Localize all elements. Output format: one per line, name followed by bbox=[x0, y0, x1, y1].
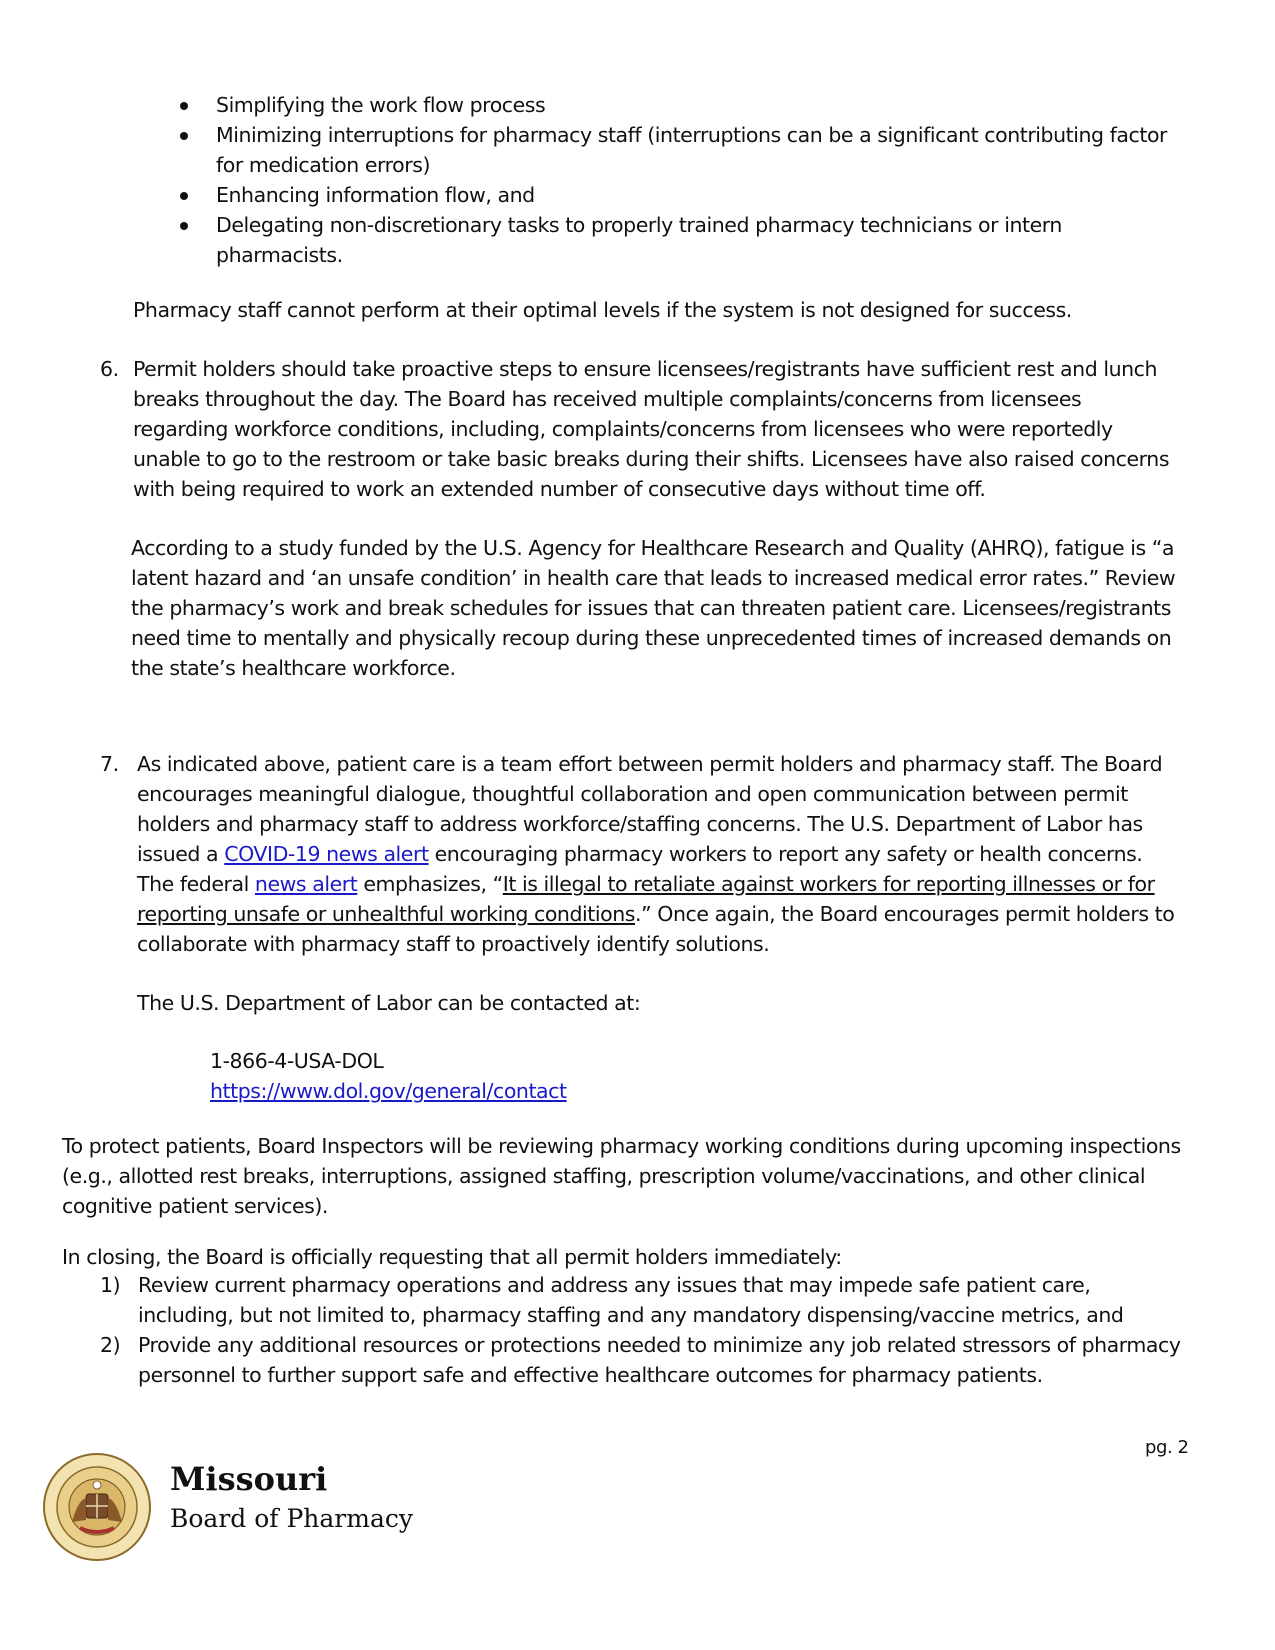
news-alert-link[interactable]: news alert bbox=[254, 872, 358, 896]
numbered-item-6 bbox=[100, 354, 1180, 683]
dol-phone: 1-866-4-USA-DOL bbox=[210, 1049, 384, 1073]
item-number: 7. bbox=[100, 752, 119, 776]
closing-section bbox=[62, 1242, 1192, 1387]
bullet-list bbox=[176, 90, 1176, 270]
list-number: 1) bbox=[100, 1273, 121, 1297]
missouri-state-seal-icon bbox=[42, 1452, 152, 1562]
brand-subtitle: Board of Pharmacy bbox=[170, 1504, 413, 1533]
covid-news-alert-link[interactable]: COVID-19 news alert bbox=[224, 842, 429, 866]
list-item: Delegating non-discretionary tasks to properly trained pharmacy technicians or intern pharmacists. bbox=[176, 210, 1176, 270]
list-item: Enhancing information flow, and bbox=[176, 180, 1176, 210]
closing-list bbox=[100, 1270, 1190, 1390]
item7-paragraph: As indicated above, patient care is a team effort between permit holders and pharmacy staff. The Board encourages meaningful dialogue, thoughtful collaboration and open communication between permit holders and pharmacy staff to address workforce/staffing concerns. The U.S. Department of Labor has issued a COVID-19 news alert encouraging pharmacy workers to report any safety or health concerns. The federal news alert emphasizes, “It is illegal to retaliate against workers for reporting illnesses or for reporting unsafe or unhealthful working conditions.” Once again, the Board encourages permit holders to collaborate with pharmacy staff to proactively identify solutions. bbox=[137, 752, 1175, 956]
list-item: 2) Provide any additional resources or protections needed to minimize any job related stressors of pharmacy personnel to further support safe and effective healthcare outcomes for pharmacy patients. bbox=[100, 1330, 1190, 1390]
page-number: pg. 2 bbox=[1145, 1437, 1189, 1458]
item6-paragraph-2: According to a study funded by the U.S. Agency for Healthcare Research and Quality (AHRQ), fatigue is “a latent hazard and ‘an unsafe condition’ in health care that leads to increased medical error rates.” Review the pharmacy’s work and break schedules for issues that can threaten patient care. Licensees/registrants need time to mentally and physically recoup during these unprecedented times of increased demands on the state’s healthcare workforce. bbox=[131, 536, 1176, 680]
bullet-summary: Pharmacy staff cannot perform at their optimal levels if the system is not designed for success. bbox=[133, 298, 1072, 322]
item-number: 6. bbox=[100, 357, 119, 381]
brand-title: Missouri bbox=[170, 1460, 328, 1498]
numbered-item-7 bbox=[100, 749, 1180, 1018]
dol-contact-link[interactable]: https://www.dol.gov/general/contact bbox=[210, 1079, 567, 1103]
list-item: Simplifying the work flow process bbox=[176, 90, 1176, 120]
list-number: 2) bbox=[100, 1333, 121, 1357]
closing-intro: In closing, the Board is officially requesting that all permit holders immediately: bbox=[62, 1245, 842, 1269]
inspection-paragraph: To protect patients, Board Inspectors will be reviewing pharmacy working conditions during upcoming inspections (e.g., allotted rest breaks, interruptions, assigned staffing, prescription volume/vaccinations, and other clinical cognitive patient services). bbox=[62, 1134, 1181, 1218]
item6-paragraph-1: Permit holders should take proactive steps to ensure licensees/registrants have sufficient rest and lunch breaks throughout the day. The Board has received multiple complaints/concerns from licensees regarding workforce conditions, including, complaints/concerns from licensees who were reportedly unable to go to the restroom or take basic breaks during their shifts. Licensees have also raised concerns with being required to work an extended number of consecutive days without time off. bbox=[133, 357, 1170, 501]
dol-contact-intro: The U.S. Department of Labor can be contacted at: bbox=[137, 991, 641, 1015]
retaliation-quote-link[interactable]: It is illegal to retaliate against workers for reporting illnesses or for reporting unsafe or unhealthful working conditions bbox=[137, 872, 1155, 926]
list-item: Minimizing interruptions for pharmacy staff (interruptions can be a significant contributing factor for medication errors) bbox=[176, 120, 1176, 180]
list-item: 1) Review current pharmacy operations and address any issues that may impede safe patient care, including, but not limited to, pharmacy staffing and any mandatory dispensing/vaccine metrics, and bbox=[100, 1270, 1190, 1330]
